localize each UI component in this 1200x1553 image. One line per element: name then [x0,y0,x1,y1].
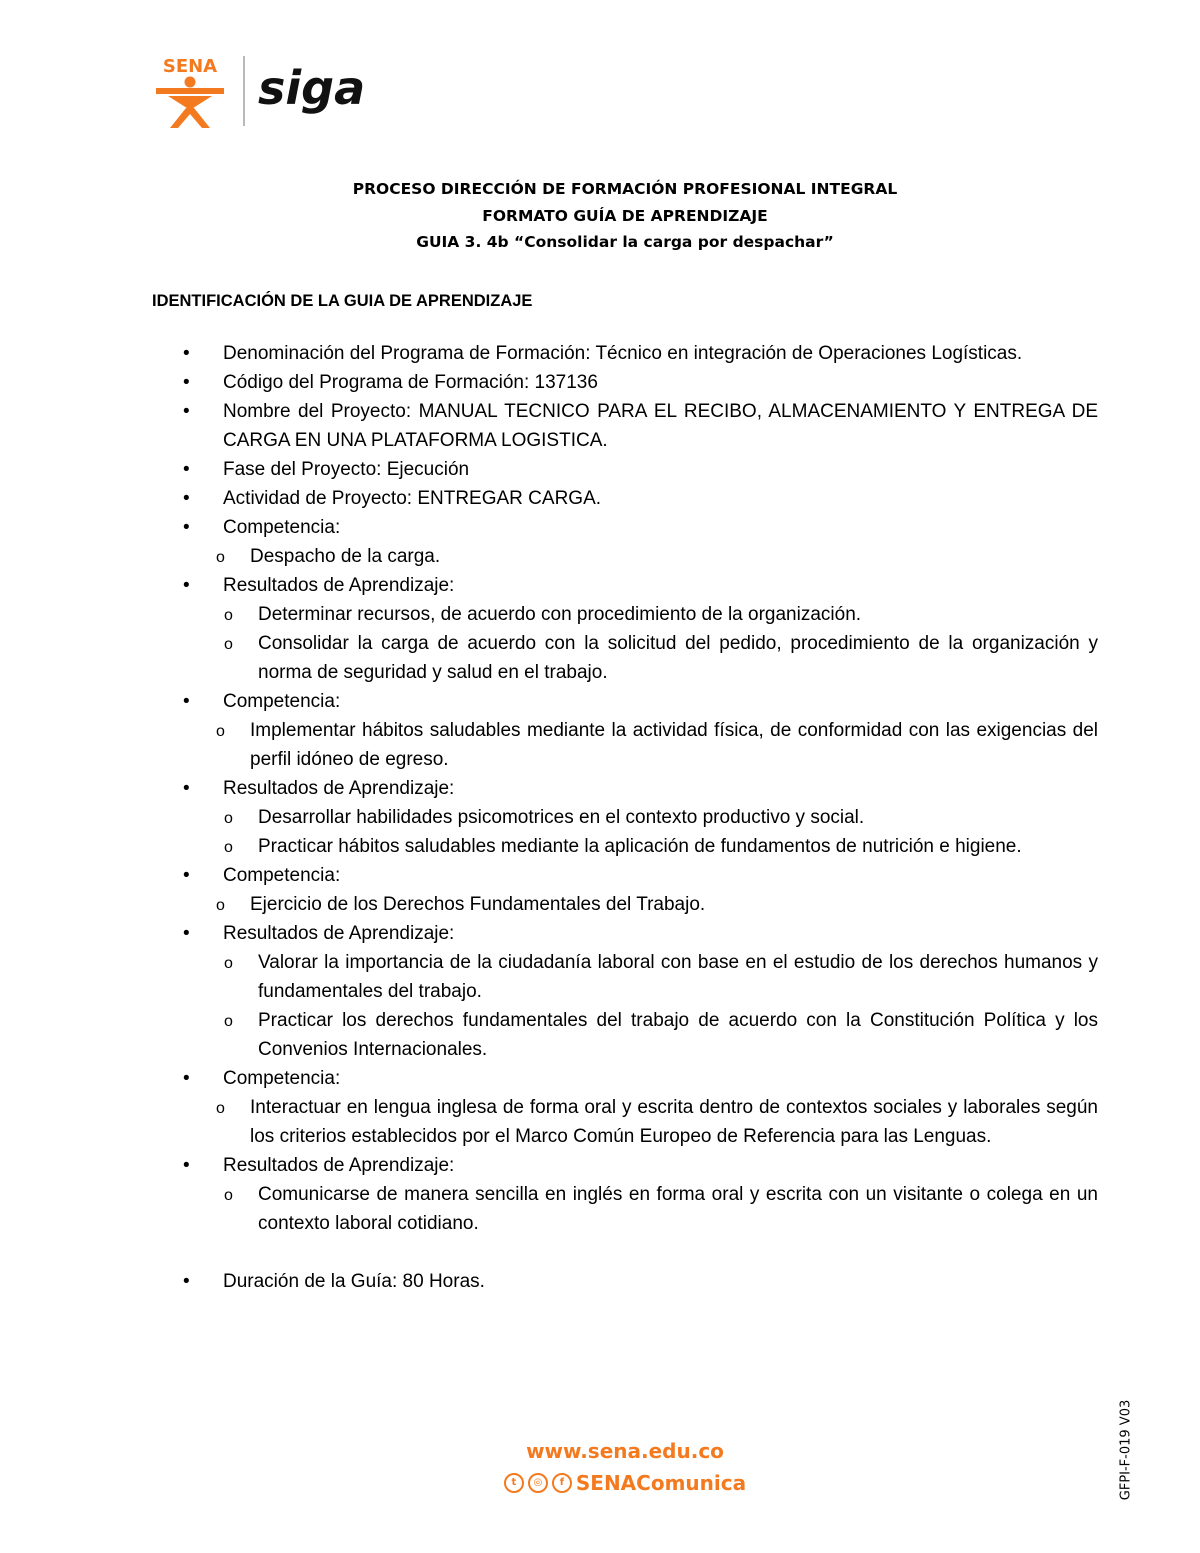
list-item-competence [152,687,1098,716]
sub-bullet: o [224,839,233,856]
list-item-learning-results [152,1151,1098,1180]
sub-item-text: Desarrollar habilidades psicomotrices en el contexto productivo y social. [258,807,865,828]
siga-logo-text: siga [258,64,366,115]
list-item-competence [152,513,1098,542]
sub-item-text: Implementar hábitos saludables mediante la actividad física, de conformidad con las exigencias del perfil idóneo de egreso. [250,720,1098,770]
bullet: • [183,865,190,886]
list-item-project-name [152,397,1098,455]
item-text: Denominación del Programa de Formación: Técnico en integración de Operaciones Logísticas. [223,343,1023,364]
item-text: Competencia: [223,865,341,886]
sub-item-text: Consolidar la carga de acuerdo con la solicitud del pedido, procedimiento de la organización y norma de seguridad y salud en el trabajo. [258,633,1098,683]
item-text: Resultados de Aprendizaje: [223,1155,455,1176]
sub-bullet: o [216,1100,225,1117]
sub-bullet: o [224,955,233,972]
sub-item [152,948,1098,1006]
sub-item [152,803,1098,832]
item-text: Fase del Proyecto: Ejecución [223,459,470,480]
item-text: Duración de la Guía: 80 Horas. [223,1271,485,1292]
list-item-competence [152,1064,1098,1093]
sub-item [152,1180,1098,1238]
sub-item [152,832,1098,861]
list-item-program-code [152,368,1098,397]
bullet: • [183,1155,190,1176]
header-line-process: PROCESO DIRECCIÓN DE FORMACIÓN PROFESIONAL INTEGRAL [352,180,898,198]
list-item-project-activity [152,484,1098,513]
item-text: Resultados de Aprendizaje: [223,778,455,799]
bullet: • [183,1271,190,1292]
sub-item [152,1093,1098,1151]
sub-bullet: o [224,607,233,624]
footer-website-link[interactable]: www.sena.edu.co [526,1439,724,1463]
sub-item-text: Interactuar en lengua inglesa de forma oral y escrita dentro de contextos sociales y laborales según los criterios establecidos por el Marco Común Europeo de Referencia para las Lenguas. [250,1097,1098,1147]
sub-item-text: Practicar los derechos fundamentales del trabajo de acuerdo con la Constitución Política y los Convenios Internacionales. [258,1010,1098,1060]
item-text: Código del Programa de Formación: 137136 [223,372,598,393]
bullet: • [183,488,190,509]
bullet: • [183,372,190,393]
sena-logo [150,52,230,130]
list-item-learning-results [152,571,1098,600]
bullet: • [183,1068,190,1089]
sub-item-text: Valorar la importancia de la ciudadanía laboral con base en el estudio de los derechos humanos y fundamentales del trabajo. [258,952,1098,1002]
bullet: • [183,343,190,364]
item-text: Nombre del Proyecto: MANUAL TECNICO PARA EL RECIBO, ALMACENAMIENTO Y ENTREGA DE CARGA EN UNA PLATAFORMA LOGISTICA. [223,401,1098,451]
footer-social [504,1467,746,1499]
sub-item [152,1006,1098,1064]
sena-logo-text: SENA [162,56,218,77]
instagram-icon[interactable]: ◎ [528,1473,548,1493]
list-item-program-name [152,339,1098,368]
sub-item [152,629,1098,687]
sub-item-text: Despacho de la carga. [250,546,441,567]
logo-header [150,52,390,130]
item-text: Competencia: [223,691,341,712]
section-title: IDENTIFICACIÓN DE LA GUIA DE APRENDIZAJE [152,292,533,310]
bullet: • [183,923,190,944]
bullet: • [183,459,190,480]
sub-bullet: o [224,1187,233,1204]
page-footer [0,1436,1200,1499]
bullet: • [183,778,190,799]
facebook-icon[interactable]: f [552,1473,572,1493]
header-line-guide: GUIA 3. 4b “Consolidar la carga por despachar” [416,233,834,251]
document-code-text: GFPI-F-019 V03 [1118,1399,1134,1501]
item-text: Competencia: [223,517,341,538]
list-item-guide-duration [152,1267,1098,1296]
logo-divider [243,56,245,126]
sub-item-text: Practicar hábitos saludables mediante la aplicación de fundamentos de nutrición e higiene. [258,836,1022,857]
bullet: • [183,401,190,422]
sub-item [152,890,1098,919]
document-code [1112,1380,1140,1520]
item-text: Actividad de Proyecto: ENTREGAR CARGA. [223,488,602,509]
sub-item [152,716,1098,774]
sub-item [152,542,1098,571]
sub-bullet: o [216,897,225,914]
sub-bullet: o [224,636,233,653]
list-item-project-phase [152,455,1098,484]
sub-item-text: Determinar recursos, de acuerdo con procedimiento de la organización. [258,604,862,625]
item-text: Resultados de Aprendizaje: [223,923,455,944]
siga-logo [258,64,378,120]
sub-item-text: Ejercicio de los Derechos Fundamentales del Trabajo. [250,894,706,915]
sub-bullet: o [216,549,225,566]
document-header [0,176,1200,256]
social-handle[interactable]: SENAComunica [575,1471,747,1495]
sub-bullet: o [216,723,225,740]
item-text: Resultados de Aprendizaje: [223,575,455,596]
list-item-learning-results [152,774,1098,803]
list-item-competence [152,861,1098,890]
bullet: • [183,517,190,538]
header-line-format: FORMATO GUÍA DE APRENDIZAJE [482,206,768,225]
identification-list [152,339,1098,1296]
sub-bullet: o [224,1013,233,1030]
list-item-learning-results [152,919,1098,948]
bullet: • [183,575,190,596]
sub-bullet: o [224,810,233,827]
twitter-icon[interactable]: t [504,1473,524,1493]
sub-item-text: Comunicarse de manera sencilla en inglés en forma oral y escrita con un visitante o colega en un contexto laboral cotidiano. [258,1184,1098,1234]
bullet: • [183,691,190,712]
sub-item [152,600,1098,629]
item-text: Competencia: [223,1068,341,1089]
